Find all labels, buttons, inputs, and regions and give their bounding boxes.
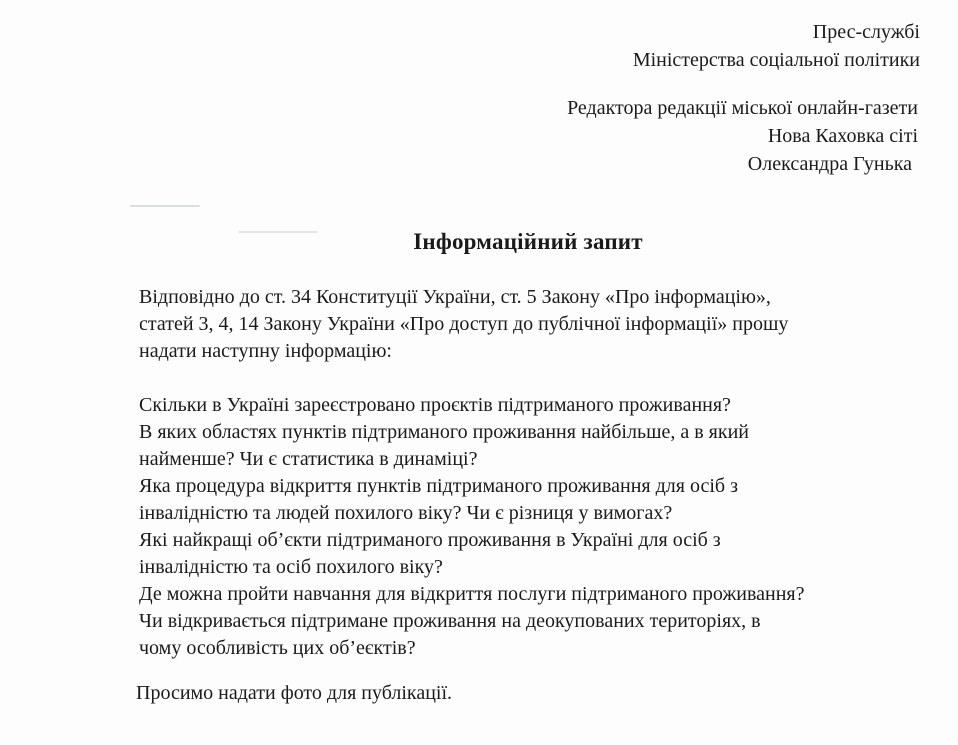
recipient-line: Міністерства соціальної політики [632,49,920,71]
sender-block [567,94,918,178]
intro-line: статей 3, 4, 14 Закону України «Про доступ до публічної інформації» прошу [139,313,789,335]
recipient-line: Прес-службі [812,21,920,43]
question-line: Які найкращі об’єкти підтриманого проживання в Україні для осіб з [139,529,721,551]
question-line: чому особливість цих об’еєктів? [139,637,416,659]
document-body [139,284,805,662]
question-line: інвалідністю та людей похилого віку? Чи є різниця у вимогах? [139,502,673,524]
question-line: Яка процедура відкриття пунктів підтриманого проживання для осіб з [139,475,738,497]
question-line: інвалідністю та осіб похилого віку? [139,556,443,578]
question-line: Чи відкривається підтримане проживання на деокупованих територіях, в [139,610,761,632]
question-line: найменше? Чи є статистика в динаміці? [139,448,478,470]
intro-line: Відповідно до ст. 34 Конституції України, ст. 5 Закону «Про інформацію», [139,286,771,308]
document-title: Інформаційний запит [413,229,643,254]
intro-line: надати наступну інформацію: [139,340,392,362]
question-line: Скільки в Україні зареєстровано проєктів підтриманого проживання? [139,394,731,416]
closing-request: Просимо надати фото для публікації. [136,682,453,704]
paragraph-gap [139,365,805,392]
sender-line: Редактора редакції міської онлайн-газети [567,97,918,119]
sender-line: Нова Каховка сіті [767,125,918,147]
question-line: Де можна пройти навчання для відкриття послуги підтриманого проживання? [139,583,805,605]
scan-smudge [130,205,200,207]
recipient-block [633,18,920,74]
sender-line: Олександра Гунька [747,153,912,175]
question-line: В яких областях пунктів підтриманого проживання найбільше, а в який [139,421,749,443]
